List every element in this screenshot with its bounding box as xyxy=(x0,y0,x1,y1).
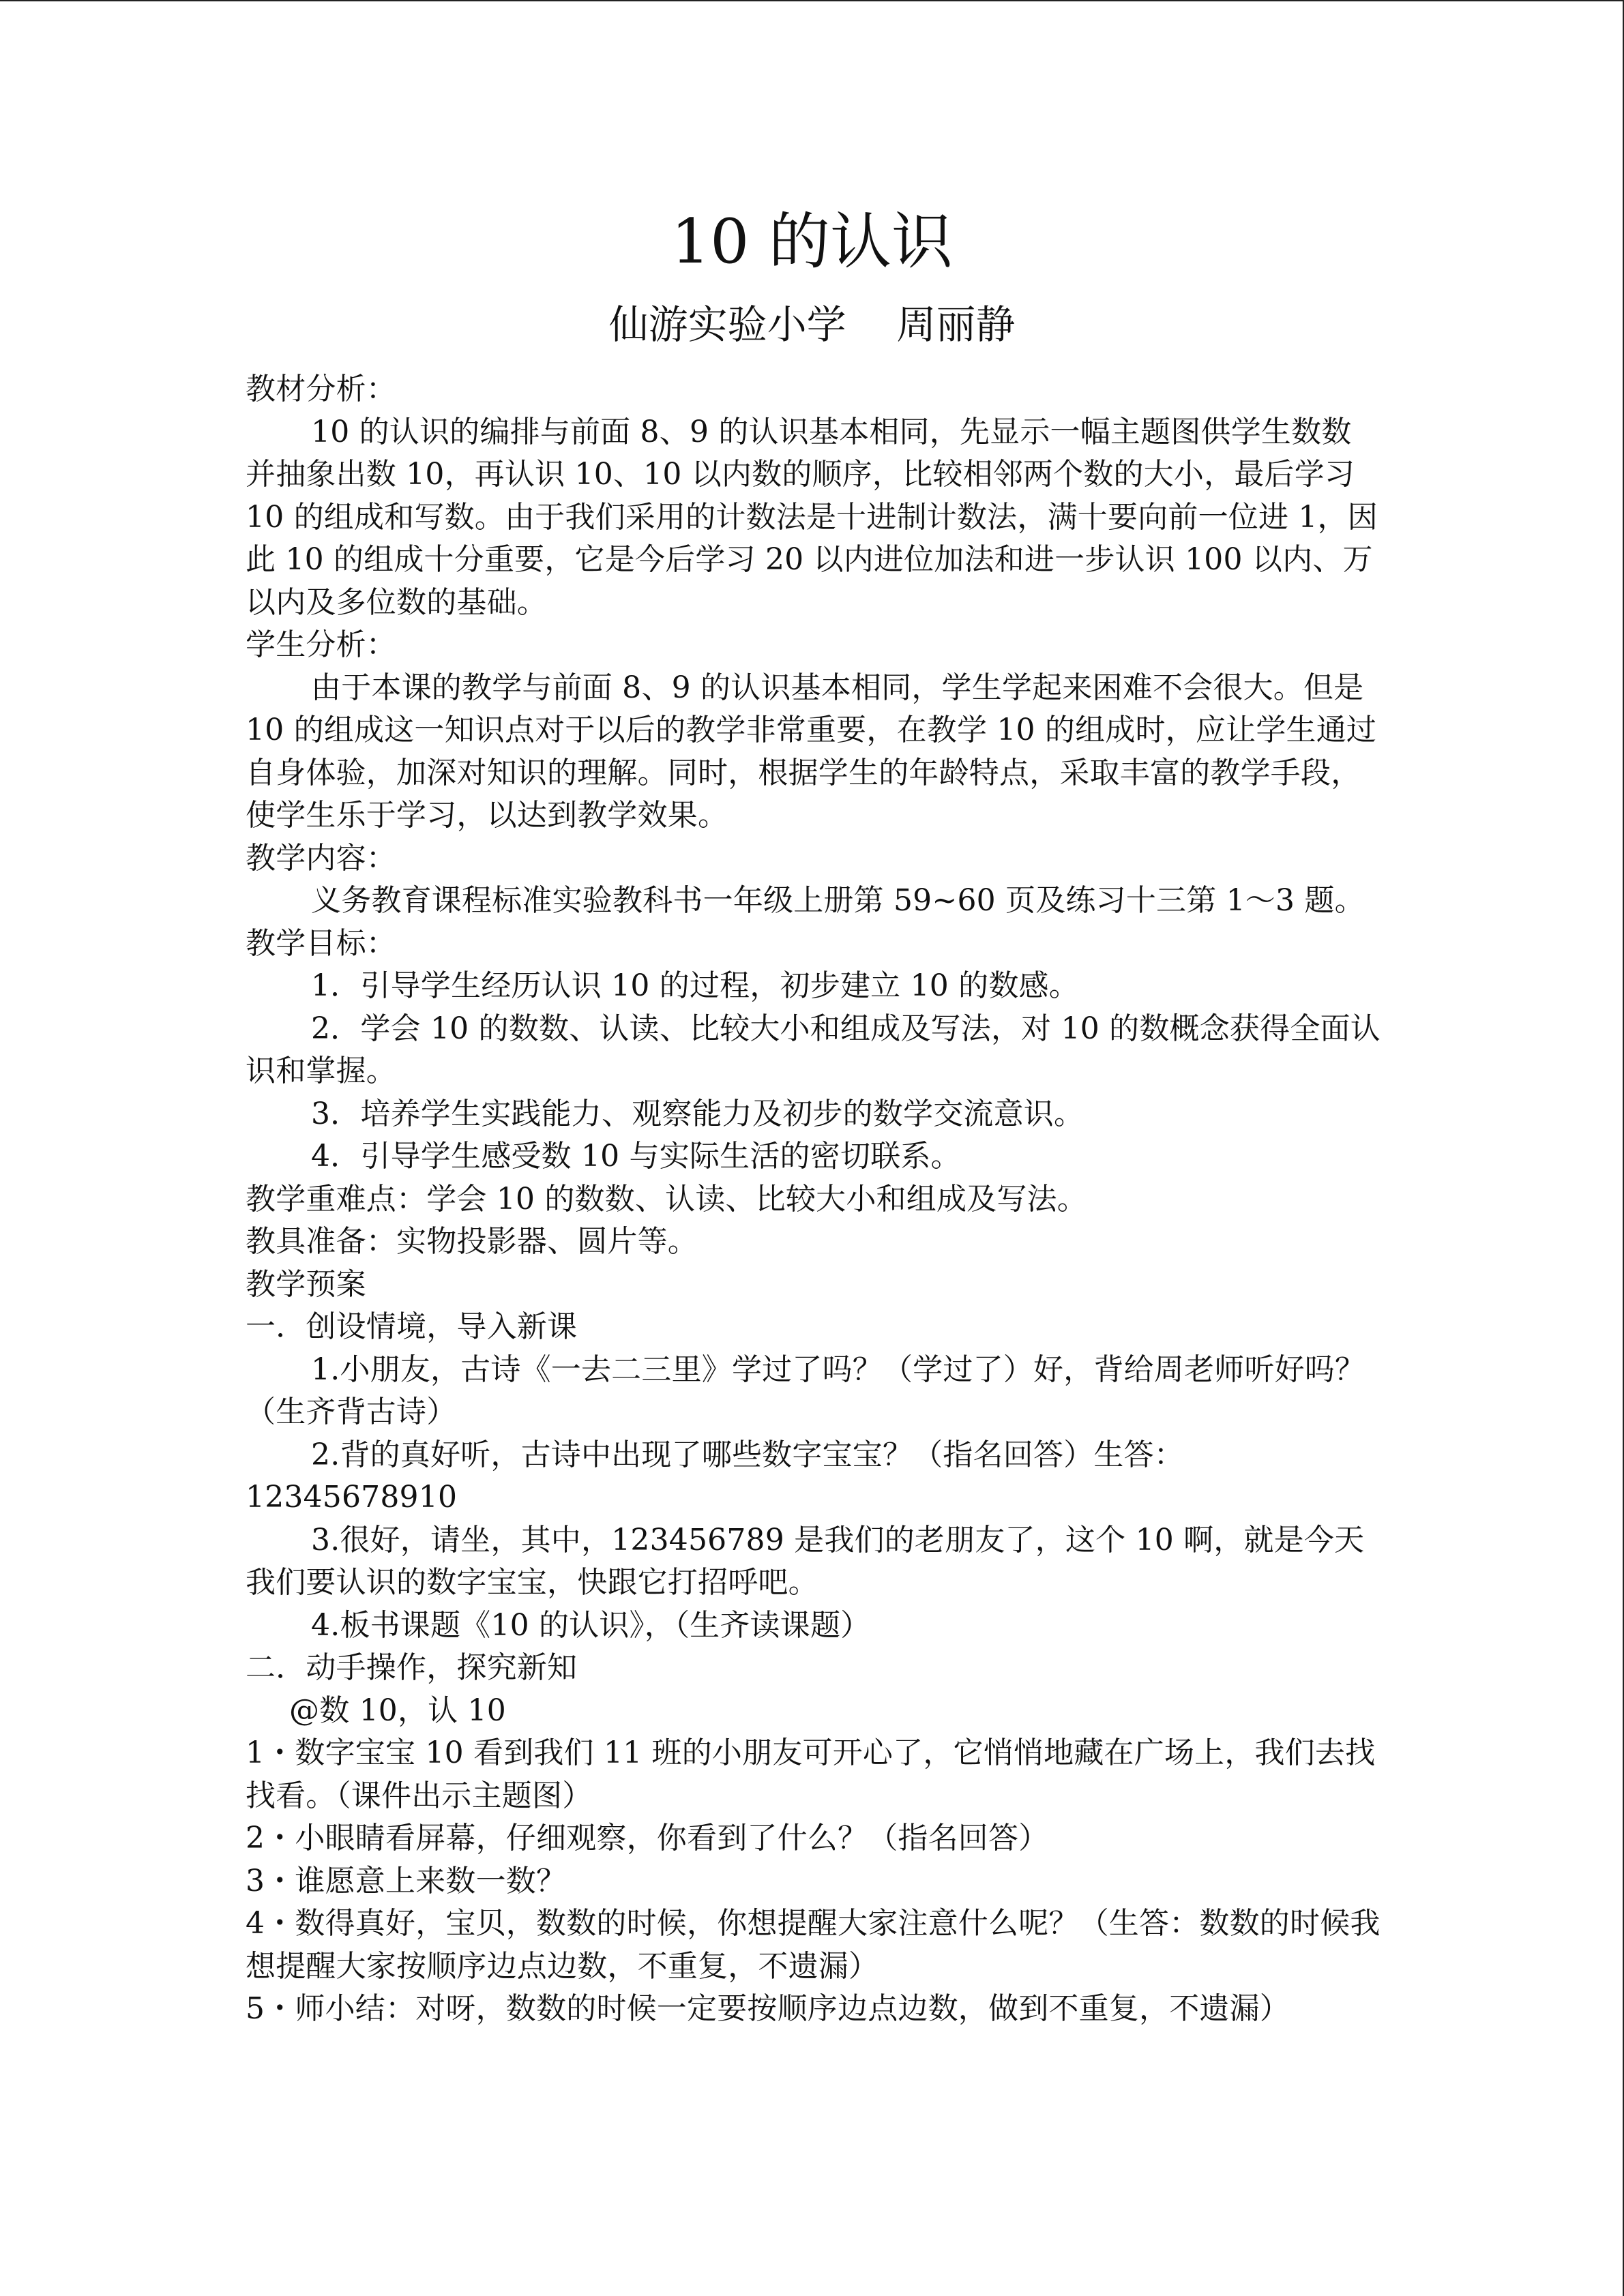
step-2-5: 5・师小结：对呀，数数的时候一定要按顺序边点边数，做到不重复，不遗漏） xyxy=(246,1991,1290,2026)
section-heading-1: 一．创设情境，导入新课 xyxy=(246,1309,578,1344)
paragraph-material-analysis: 10 的认识的编排与前面 8、9 的认识基本相同，先显示一幅主题图供学生数数并抽象出数 10，再认识 10、10 以内数的顺序，比较相邻两个数的大小，最后学习 10 的组成和写数。由于我们采用的计数法是十进制计数法，满十要向前一位进 1，因此 10 的组成十分重要，它是今后学习 20 以内进位加法和进一步认识 100 以内、万以内及多位数的基础。 xyxy=(246,414,1378,620)
heading-teaching-content: 教学内容： xyxy=(246,840,396,876)
step-1-1: 1.小朋友，古诗《一去二三里》学过了吗？（学过了）好，背给周老师听好吗？（生齐背古诗） xyxy=(246,1352,1365,1429)
step-2-3: 3・谁愿意上来数一数？ xyxy=(246,1863,567,1898)
heading-lesson-plan: 教学预案 xyxy=(246,1266,366,1302)
document-title: 10 的认识 xyxy=(670,206,954,278)
step-2-2: 2・小眼睛看屏幕，仔细观察，你看到了什么？（指名回答） xyxy=(246,1821,1049,1855)
author-line: 仙游实验小学 周丽静 xyxy=(608,301,1016,348)
paragraph-student-analysis: 由于本课的教学与前面 8、9 的认识基本相同，学生学起来困难不会很大。但是 10 的组成这一知识点对于以后的教学非常重要，在教学 10 的组成时，应让学生通过自身体验，加深对知识的理解。同时，根据学生的年龄特点，采取丰富的教学手段，使学生乐于学习，以达到教学效果。 xyxy=(246,670,1377,833)
heading-student-analysis: 学生分析： xyxy=(246,627,396,662)
heading-teaching-goals: 教学目标： xyxy=(246,925,396,961)
subsection-count-10: @数 10，认 10 xyxy=(289,1693,506,1728)
goal-item-3: 3．培养学生实践能力、观察能力及初步的数学交流意识。 xyxy=(311,1096,1084,1131)
goal-item-2: 2．学会 10 的数数、认读、比较大小和组成及写法，对 10 的数概念获得全面认识和掌握。 xyxy=(246,1011,1381,1088)
paragraph-teaching-content: 义务教育课程标准实验教科书一年级上册第 59~60 页及练习十三第 1～3 题。 xyxy=(311,883,1365,918)
teaching-aids: 教具准备：实物投影器、圆片等。 xyxy=(246,1224,698,1259)
key-difficulties: 教学重难点：学会 10 的数数、认读、比较大小和组成及写法。 xyxy=(246,1181,1087,1217)
document-body xyxy=(246,368,1381,2031)
section-heading-2: 二．动手操作，探究新知 xyxy=(246,1650,578,1685)
step-1-2: 2.背的真好听，古诗中出现了哪些数字宝宝？（指名回答）生答：12345678910 xyxy=(246,1437,1184,1515)
goal-item-1: 1．引导学生经历认识 10 的过程，初步建立 10 的数感。 xyxy=(311,968,1079,1003)
step-1-4: 4.板书课题《10 的认识》，（生齐读课题） xyxy=(311,1607,871,1643)
step-2-4: 4・数得真好，宝贝，数数的时候，你想提醒大家注意什么呢？（生答：数数的时候我想提醒大家按顺序边点边数，不重复，不遗漏） xyxy=(246,1906,1381,1984)
step-1-3: 3.很好，请坐，其中，123456789 是我们的老朋友了，这个 10 啊，就是今天我们要认识的数字宝宝，快跟它打招呼吧。 xyxy=(246,1522,1365,1600)
goal-item-4: 4．引导学生感受数 10 与实际生活的密切联系。 xyxy=(311,1139,961,1174)
heading-material-analysis: 教材分析： xyxy=(246,372,396,406)
step-2-1: 1・数字宝宝 10 看到我们 11 班的小朋友可开心了，它悄悄地藏在广场上，我们去找找看。（课件出示主题图） xyxy=(246,1735,1376,1813)
